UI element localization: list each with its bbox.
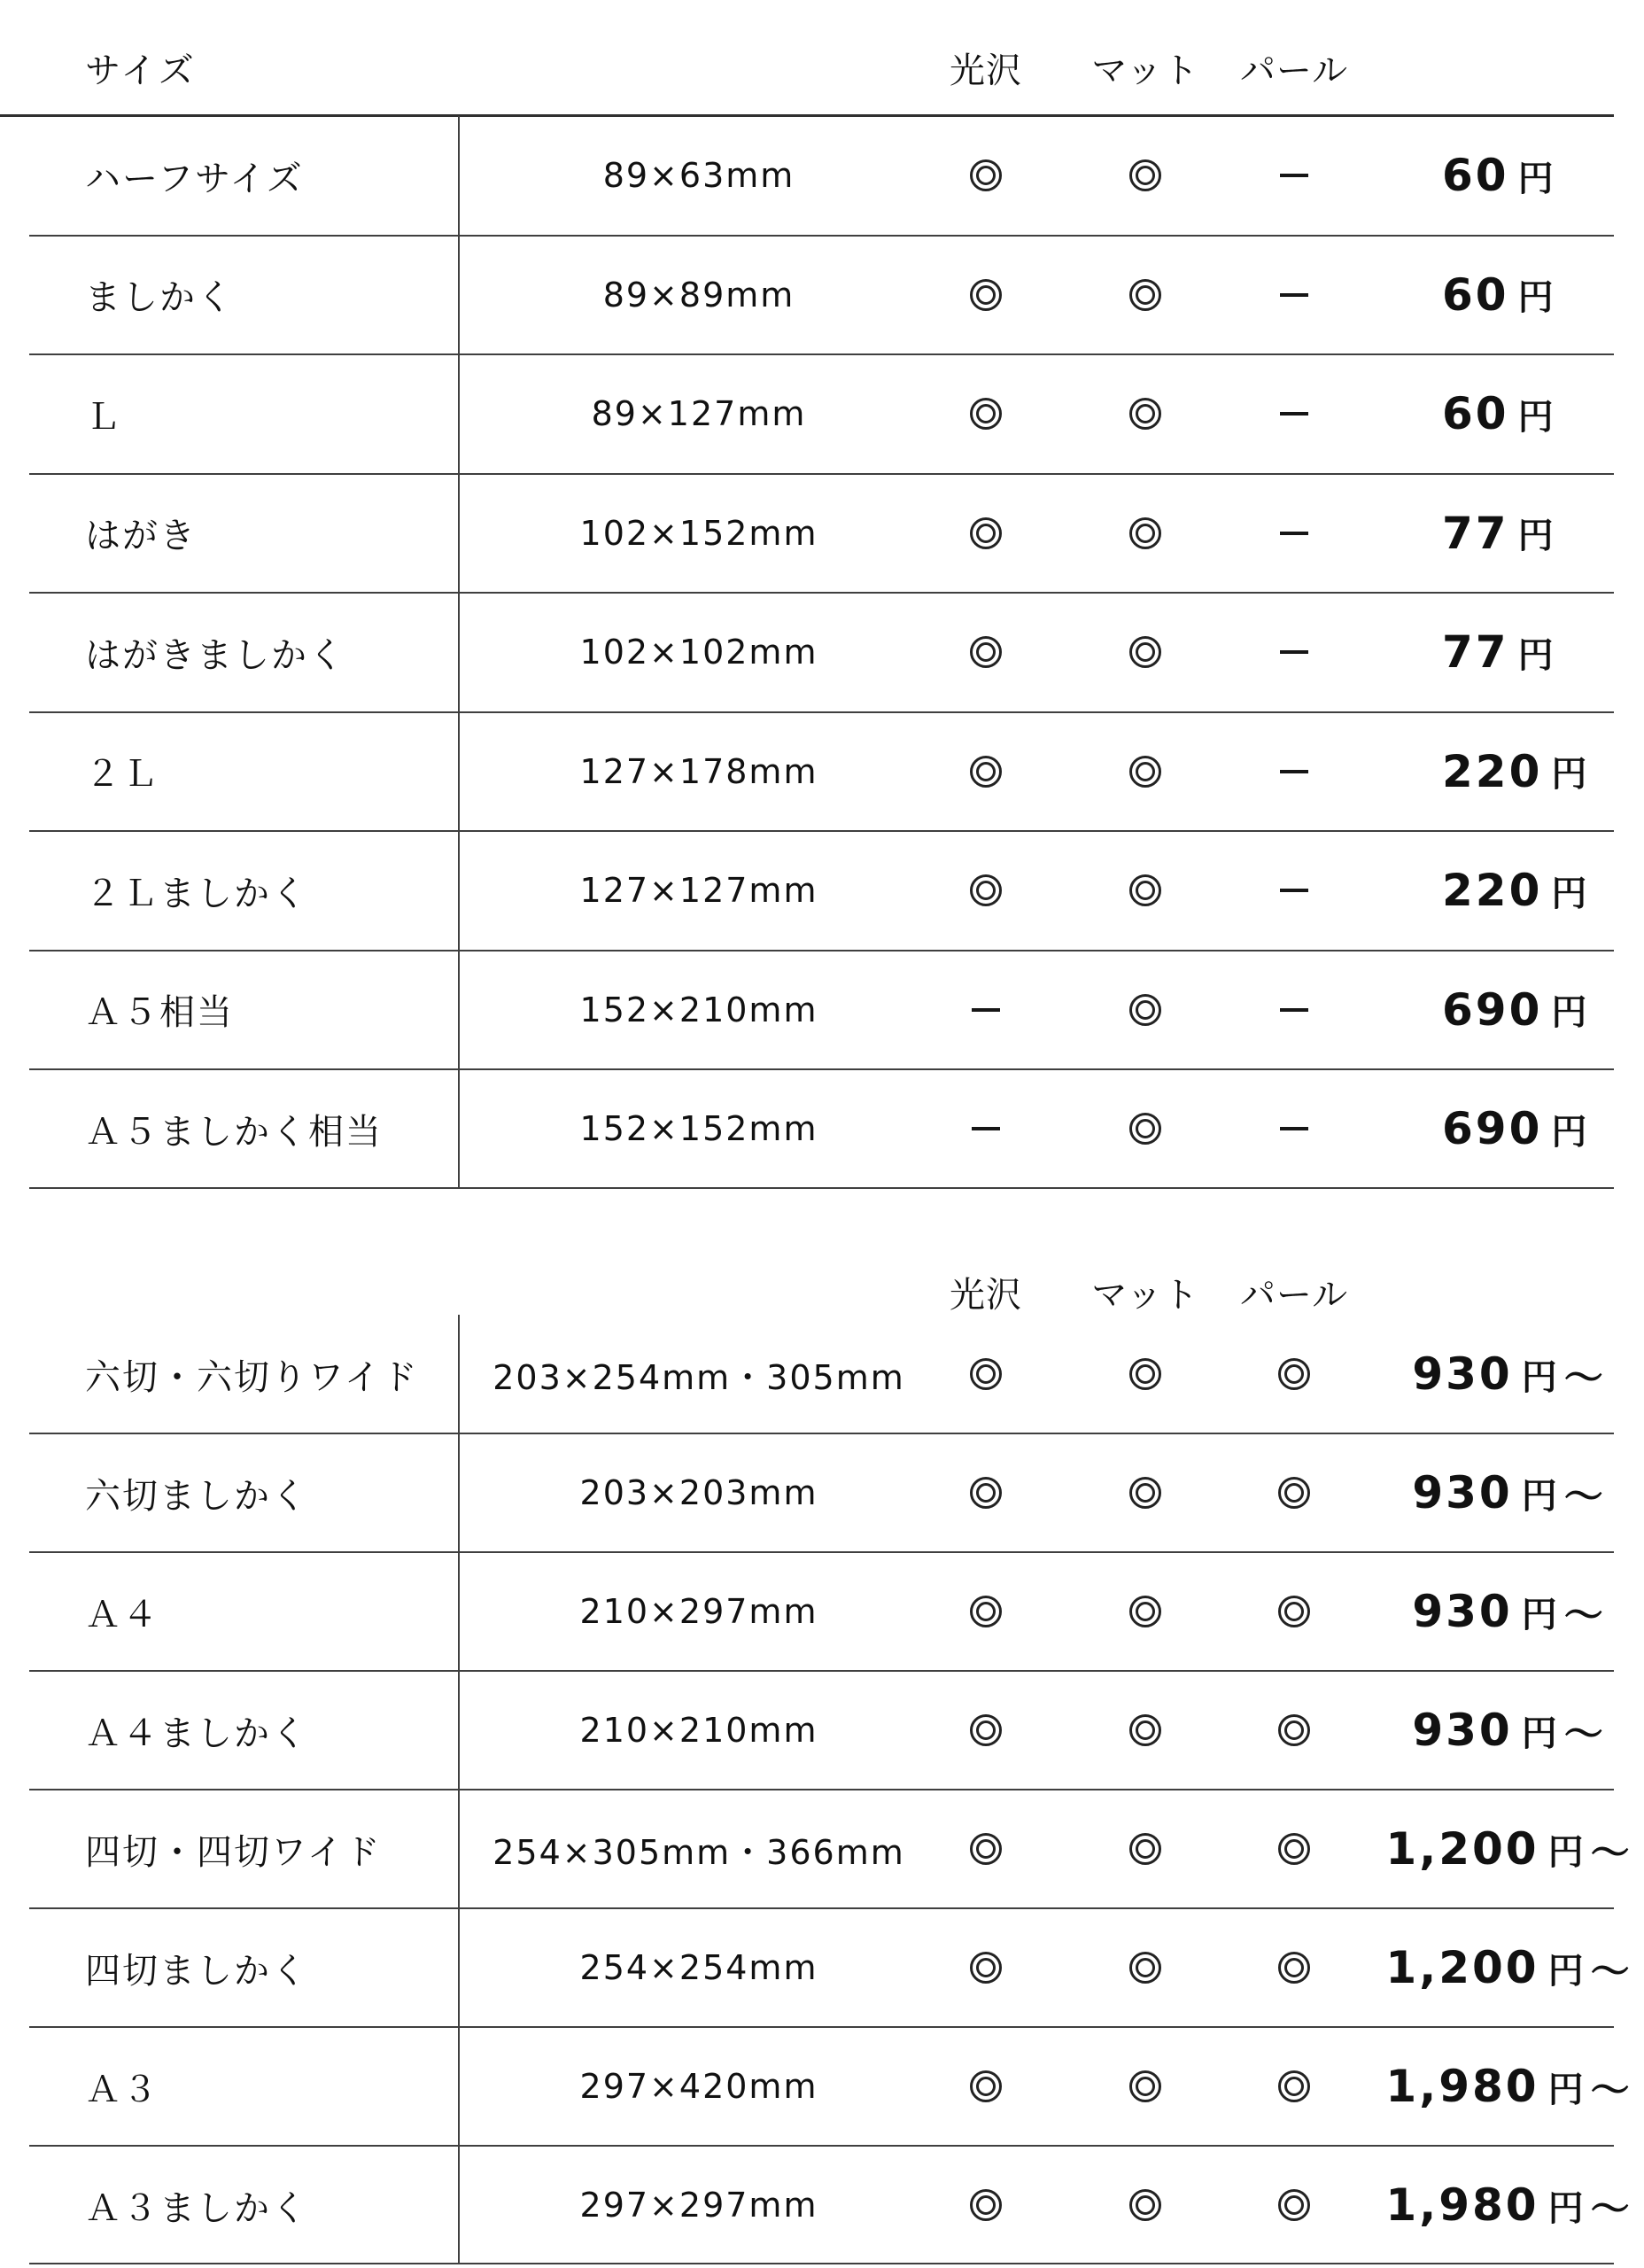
table-row	[0, 1671, 1644, 1790]
size-column-header: サイズ	[85, 50, 197, 91]
matte-availability	[1083, 116, 1207, 236]
gloss-availability	[924, 236, 1048, 355]
double-circle-icon	[970, 1358, 1002, 1390]
gloss-availability	[924, 1908, 1048, 2027]
double-circle-icon	[1129, 1477, 1161, 1509]
price-unit: 円	[1517, 277, 1554, 319]
price-amount: 930	[1412, 1705, 1513, 1756]
double-circle-icon	[1129, 1714, 1161, 1746]
table-row	[0, 712, 1644, 832]
size-name: Ａ４ましかく	[85, 1713, 308, 1754]
size-name: 四切ましかく	[85, 1950, 308, 1992]
price-unit: 円	[1517, 396, 1554, 438]
double-circle-icon	[1129, 2189, 1161, 2221]
double-circle-icon	[970, 1714, 1002, 1746]
matte-availability	[1083, 1552, 1207, 1671]
gloss-availability	[924, 2027, 1048, 2146]
gloss-availability	[924, 951, 1048, 1070]
size-dimensions: 127×178mm	[579, 751, 818, 791]
table-row	[0, 474, 1644, 594]
double-circle-icon	[970, 2070, 1002, 2102]
table-row	[0, 1315, 1644, 1433]
price-range-tilde: 〜	[1590, 2068, 1630, 2113]
double-circle-icon	[1129, 994, 1161, 1026]
pearl-availability	[1232, 2146, 1356, 2264]
matte-availability	[1083, 474, 1207, 594]
table-row	[0, 951, 1644, 1070]
gloss-availability	[924, 593, 1048, 712]
price-amount: 690	[1442, 1103, 1543, 1155]
dash-icon	[1280, 1008, 1308, 1012]
gloss-availability	[924, 2146, 1048, 2264]
size-dimensions: 152×152mm	[579, 1109, 818, 1149]
double-circle-icon	[1129, 1833, 1161, 1865]
table1-header	[0, 25, 1644, 110]
size-dimensions: 152×210mm	[579, 990, 818, 1029]
price-amount: 930	[1412, 1586, 1513, 1637]
table-row	[0, 831, 1644, 951]
price-amount: 77	[1442, 626, 1509, 679]
size-dimensions: 297×420mm	[579, 2067, 818, 2106]
double-circle-icon	[1129, 398, 1161, 430]
price-unit: 円	[1517, 158, 1554, 199]
double-circle-icon	[970, 159, 1002, 191]
matte-availability	[1083, 593, 1207, 712]
size-dimensions: 89×89mm	[602, 275, 795, 315]
pearl-availability	[1232, 1433, 1356, 1552]
double-circle-icon	[970, 756, 1002, 788]
table-row	[0, 593, 1644, 712]
double-circle-icon	[1129, 1358, 1161, 1390]
double-circle-icon	[1129, 517, 1161, 549]
double-circle-icon	[970, 1833, 1002, 1865]
price-cell	[1407, 1552, 1609, 1671]
size-name: ２Ｌましかく	[85, 873, 308, 914]
gloss-availability	[924, 116, 1048, 236]
gloss-availability	[924, 354, 1048, 474]
price-unit: 円	[1517, 634, 1554, 676]
pearl-availability	[1232, 2027, 1356, 2146]
gloss-availability	[924, 1069, 1048, 1189]
double-circle-icon	[1278, 1833, 1310, 1865]
price-cell	[1385, 2146, 1630, 2264]
double-circle-icon	[970, 2189, 1002, 2221]
matte-availability	[1083, 354, 1207, 474]
table-row	[0, 236, 1644, 355]
double-circle-icon	[1278, 1714, 1310, 1746]
double-circle-icon	[1129, 636, 1161, 668]
size-dimensions: 89×127mm	[591, 394, 807, 434]
size-dimensions: 254×305mm・366mm	[492, 1832, 905, 1872]
double-circle-icon	[970, 398, 1002, 430]
matte-availability	[1083, 1069, 1207, 1189]
size-name: Ａ４	[85, 1594, 159, 1635]
size-dimensions: 297×297mm	[579, 2186, 818, 2225]
price-range-tilde: 〜	[1563, 1712, 1603, 1757]
pearl-availability	[1232, 831, 1356, 951]
size-dimensions: 203×203mm	[579, 1473, 818, 1512]
double-circle-icon	[970, 1952, 1002, 1984]
price-cell	[1385, 1908, 1630, 2027]
price-amount: 1,200	[1385, 1942, 1539, 1993]
price-cell	[1407, 1671, 1609, 1790]
price-cell	[1442, 116, 1628, 236]
matte-availability	[1083, 1315, 1207, 1433]
gloss-availability	[924, 1433, 1048, 1552]
table-row	[0, 2146, 1644, 2264]
price-range-tilde: 〜	[1563, 1355, 1603, 1401]
double-circle-icon	[1129, 874, 1161, 906]
size-name: ハーフサイズ	[85, 158, 304, 199]
double-circle-icon	[1129, 1596, 1161, 1627]
price-amount: 1,980	[1385, 2179, 1539, 2231]
size-dimensions: 102×102mm	[579, 633, 818, 672]
gloss-availability	[924, 831, 1048, 951]
matte-availability	[1083, 1908, 1207, 2027]
pearl-availability	[1232, 116, 1356, 236]
price-range-tilde: 〜	[1590, 1830, 1630, 1876]
matte-availability	[1083, 1671, 1207, 1790]
price-amount: 220	[1442, 745, 1543, 797]
double-circle-icon	[1278, 2070, 1310, 2102]
table2	[0, 1315, 1644, 2264]
matte-availability	[1083, 2146, 1207, 2264]
size-name: Ａ３ましかく	[85, 2187, 308, 2229]
pearl-availability	[1232, 1552, 1356, 1671]
price-cell	[1442, 831, 1628, 951]
price-amount: 1,980	[1385, 2061, 1539, 2112]
pearl-column-header: パール	[1239, 1274, 1349, 1316]
price-unit: 円	[1521, 1475, 1557, 1517]
double-circle-icon	[1278, 1358, 1310, 1390]
price-range-tilde: 〜	[1563, 1593, 1603, 1638]
size-dimensions: 102×152mm	[579, 513, 818, 553]
price-unit: 円	[1547, 1950, 1584, 1992]
size-name: 六切・六切りワイド	[85, 1356, 419, 1398]
matte-availability	[1083, 831, 1207, 951]
double-circle-icon	[1129, 756, 1161, 788]
double-circle-icon	[1129, 279, 1161, 311]
price-cell	[1442, 1069, 1628, 1189]
price-cell	[1442, 593, 1628, 712]
dash-icon	[1280, 412, 1308, 416]
double-circle-icon	[1278, 1596, 1310, 1627]
pearl-availability	[1232, 474, 1356, 594]
table-row	[0, 1069, 1644, 1189]
price-unit: 円	[1547, 2069, 1584, 2110]
price-amount: 690	[1442, 983, 1543, 1036]
pearl-availability	[1232, 1315, 1356, 1433]
size-dimensions: 210×297mm	[579, 1592, 818, 1631]
gloss-availability	[924, 1671, 1048, 1790]
price-cell	[1442, 236, 1628, 355]
matte-availability	[1083, 951, 1207, 1070]
price-unit: 円	[1547, 1831, 1584, 1873]
double-circle-icon	[970, 1596, 1002, 1627]
double-circle-icon	[970, 517, 1002, 549]
dash-icon	[1280, 889, 1308, 892]
gloss-column-header: 光沢	[950, 50, 1022, 91]
size-dimensions: 210×210mm	[579, 1711, 818, 1750]
matte-availability	[1083, 2027, 1207, 2146]
dash-icon	[1280, 770, 1308, 773]
price-amount: 77	[1442, 507, 1509, 559]
matte-availability	[1083, 236, 1207, 355]
price-range-tilde: 〜	[1590, 2186, 1630, 2232]
size-dimensions: 89×63mm	[602, 156, 795, 196]
size-dimensions: 254×254mm	[579, 1948, 818, 1987]
price-amount: 60	[1442, 150, 1509, 202]
size-name: Ｌ	[85, 396, 122, 438]
double-circle-icon	[1129, 159, 1161, 191]
matte-availability	[1083, 1433, 1207, 1552]
pearl-availability	[1232, 354, 1356, 474]
dash-icon	[1280, 174, 1308, 177]
table-row	[0, 354, 1644, 474]
gloss-availability	[924, 1790, 1048, 1908]
price-cell	[1407, 1433, 1609, 1552]
matte-availability	[1083, 1790, 1207, 1908]
size-name: Ａ５相当	[85, 992, 234, 1034]
matte-column-header: マット	[1091, 1274, 1199, 1316]
dash-icon	[1280, 1127, 1308, 1130]
double-circle-icon	[970, 874, 1002, 906]
gloss-column-header: 光沢	[950, 1274, 1022, 1316]
dash-icon	[1280, 293, 1308, 297]
price-unit: 円	[1551, 1111, 1587, 1153]
double-circle-icon	[970, 636, 1002, 668]
price-unit: 円	[1547, 2187, 1584, 2229]
pearl-availability	[1232, 236, 1356, 355]
price-cell	[1442, 354, 1628, 474]
price-cell	[1442, 474, 1628, 594]
double-circle-icon	[1278, 1952, 1310, 1984]
price-cell	[1407, 1315, 1609, 1433]
size-name: ２Ｌ	[85, 754, 159, 796]
pearl-availability	[1232, 1671, 1356, 1790]
table-row	[0, 1790, 1644, 1908]
size-name: ましかく	[85, 277, 234, 319]
double-circle-icon	[1129, 2070, 1161, 2102]
price-amount: 930	[1412, 1467, 1513, 1518]
price-unit: 円	[1551, 754, 1587, 796]
size-name: はがき	[85, 516, 197, 557]
price-unit: 円	[1517, 516, 1554, 557]
gloss-availability	[924, 1552, 1048, 1671]
size-dimensions: 203×254mm・305mm	[492, 1357, 905, 1397]
pearl-availability	[1232, 712, 1356, 832]
price-range-tilde: 〜	[1590, 1949, 1630, 1994]
double-circle-icon	[970, 1477, 1002, 1509]
price-cell	[1442, 951, 1628, 1070]
size-name: Ａ３	[85, 2069, 159, 2110]
gloss-availability	[924, 712, 1048, 832]
double-circle-icon	[1278, 2189, 1310, 2221]
double-circle-icon	[1129, 1952, 1161, 1984]
price-amount: 60	[1442, 388, 1509, 440]
table-row	[0, 2027, 1644, 2146]
table-row	[0, 1552, 1644, 1671]
price-unit: 円	[1551, 992, 1587, 1034]
price-amount: 1,200	[1385, 1823, 1539, 1875]
matte-column-header: マット	[1091, 50, 1199, 91]
price-unit: 円	[1551, 873, 1587, 914]
gloss-availability	[924, 1315, 1048, 1433]
double-circle-icon	[1278, 1477, 1310, 1509]
pearl-availability	[1232, 1790, 1356, 1908]
size-name: 六切ましかく	[85, 1475, 308, 1517]
dash-icon	[972, 1127, 1000, 1130]
pearl-column-header: パール	[1239, 50, 1349, 91]
dash-icon	[972, 1008, 1000, 1012]
double-circle-icon	[1129, 1113, 1161, 1145]
table1	[0, 116, 1644, 1189]
price-cell	[1442, 712, 1628, 832]
pearl-availability	[1232, 951, 1356, 1070]
size-name: Ａ５ましかく相当	[85, 1111, 383, 1153]
table-row	[0, 116, 1644, 236]
price-unit: 円	[1521, 1594, 1557, 1635]
price-range-tilde: 〜	[1563, 1474, 1603, 1519]
size-name: はがきましかく	[85, 634, 345, 676]
matte-availability	[1083, 712, 1207, 832]
price-unit: 円	[1521, 1356, 1557, 1398]
price-cell	[1385, 2027, 1630, 2146]
price-amount: 60	[1442, 268, 1509, 321]
price-amount: 930	[1412, 1348, 1513, 1400]
size-dimensions: 127×127mm	[579, 871, 818, 911]
price-unit: 円	[1521, 1713, 1557, 1754]
price-cell	[1385, 1790, 1630, 1908]
pearl-availability	[1232, 593, 1356, 712]
pearl-availability	[1232, 1908, 1356, 2027]
double-circle-icon	[970, 279, 1002, 311]
dash-icon	[1280, 532, 1308, 535]
price-amount: 220	[1442, 865, 1543, 917]
pearl-availability	[1232, 1069, 1356, 1189]
dash-icon	[1280, 650, 1308, 654]
gloss-availability	[924, 474, 1048, 594]
size-name: 四切・四切ワイド	[85, 1831, 382, 1873]
table-row	[0, 1433, 1644, 1552]
table-row	[0, 1908, 1644, 2027]
